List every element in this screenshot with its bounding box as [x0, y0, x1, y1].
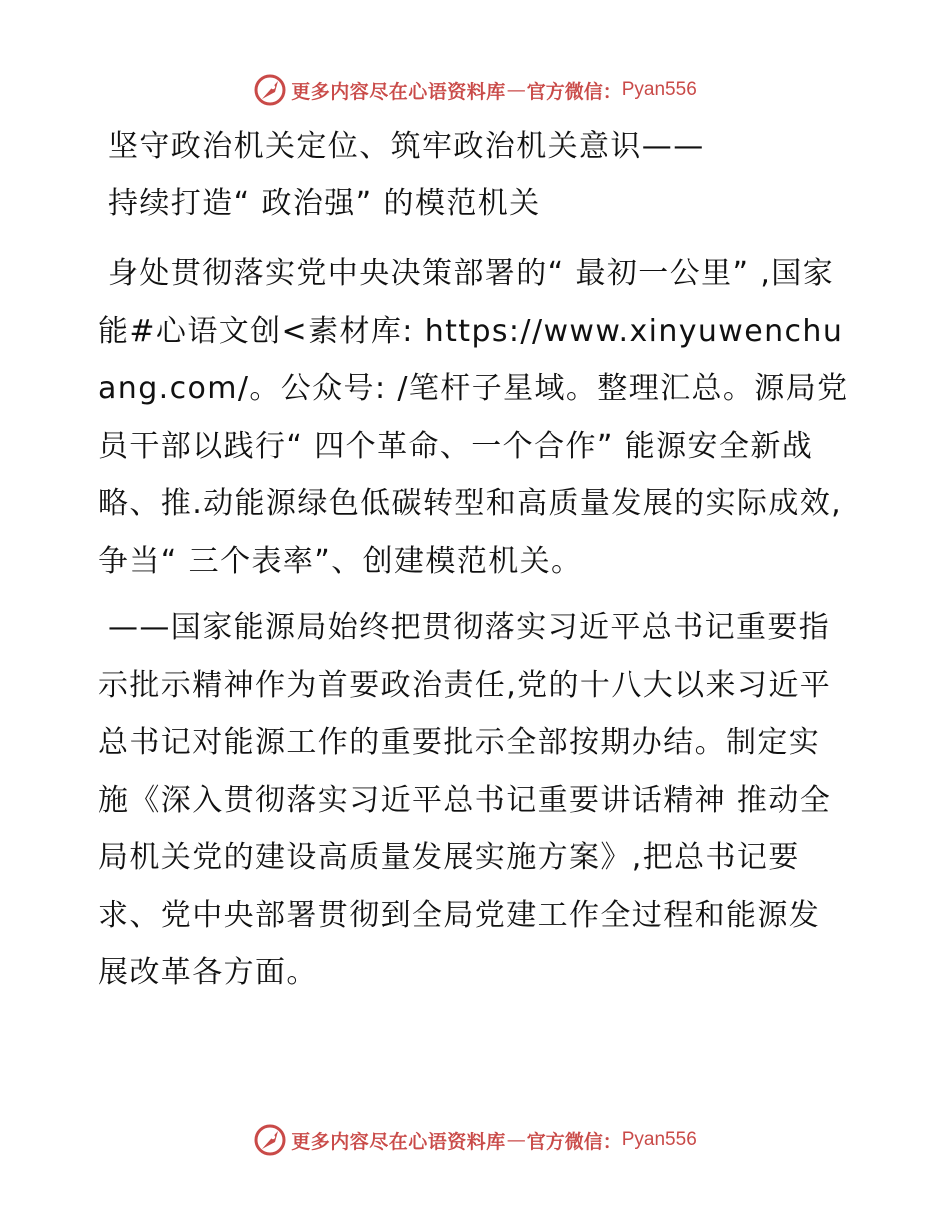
- watermark-contact-label: 官方微信：: [526, 1130, 622, 1153]
- watermark-footer: [0, 1120, 950, 1160]
- document-title-line-2: 持续打造“ 政治强” 的模范机关: [108, 186, 541, 221]
- quill-logo-icon: [253, 73, 287, 107]
- watermark-contact-id: Pyan556: [621, 79, 697, 100]
- watermark-header: [0, 70, 950, 110]
- watermark-separator: —: [506, 1129, 526, 1151]
- quill-logo-icon: [253, 1123, 287, 1157]
- watermark-contact-id: Pyan556: [621, 1129, 697, 1150]
- watermark-brand-text: 更多内容尽在心语资料库: [291, 1130, 506, 1153]
- document-body: [98, 118, 850, 1002]
- document-paragraph-1: 身处贯彻落实党中央决策部署的“ 最初一公里” ,国家能#心语文创<素材库: https://www.xinyuwenchuang.com/。公众号: /笔杆子星域。整理汇总。源局党员干部以践行“ 四个革命、一个合作” 能源安全新战略、推.动能源绿色低碳转型和高质量发展的实际成效,争当“ 三个表率”、创建模范机关。: [98, 256, 849, 579]
- watermark-contact-label: 官方微信：: [526, 80, 622, 103]
- document-paragraph-2: ——国家能源局始终把贯彻落实习近平总书记重要指示批示精神作为首要政治责任,党的十八大以来习近平总书记对能源工作的重要批示全部按期办结。制定实施《深入贯彻落实习近平总书记重要讲话精神 推动全局机关党的建设高质量发展实施方案》,把总书记要求、党中央部署贯彻到全局党建工作全过程和能源发展改革各方面。: [98, 610, 832, 990]
- document-title-line-1: 坚守政治机关定位、筑牢政治机关意识——: [108, 129, 705, 164]
- watermark-brand-text: 更多内容尽在心语资料库: [291, 80, 506, 103]
- watermark-separator: —: [506, 79, 526, 101]
